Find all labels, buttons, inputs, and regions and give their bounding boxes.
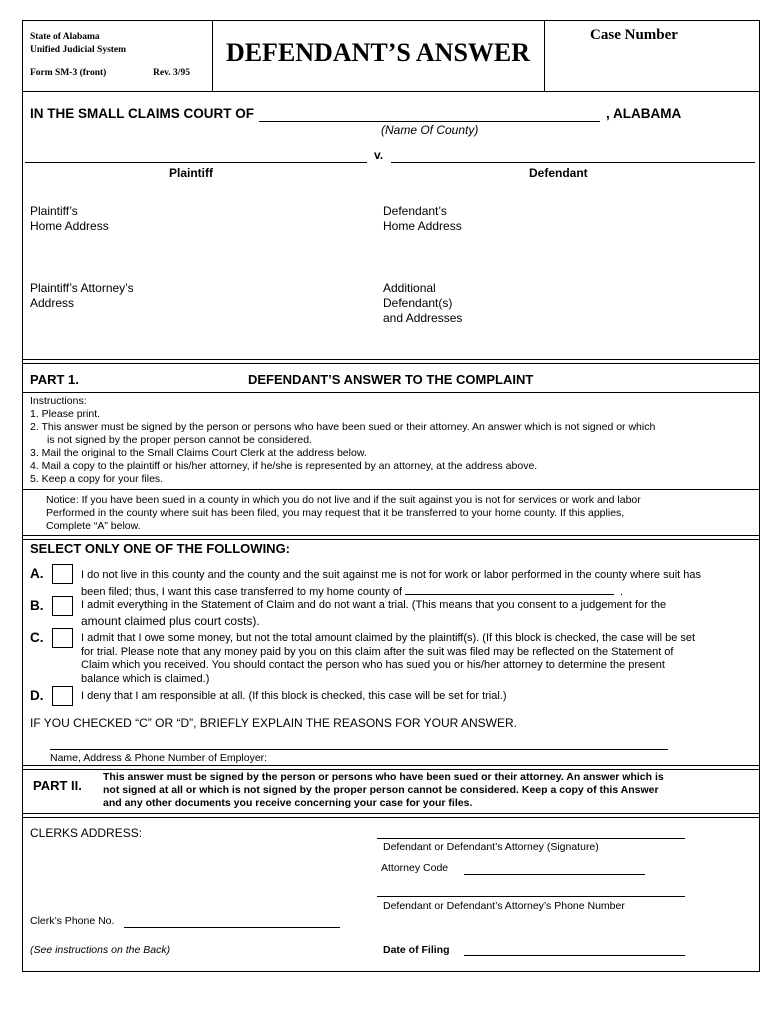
versus-label: v. [374,148,384,162]
part2-label: PART II. [33,778,82,793]
part1-title-rule [22,392,759,393]
state-name: State of Alabama [30,32,100,42]
defendant-name-field[interactable] [391,162,755,163]
notice: Notice: If you have been sued in a county in which you do not live and if the suit against you is not for services or work and labor Performed in the county where suit has been filed, you may request that it be transferred to your home county. If this applies, Complete “A” below. [46,494,641,532]
form-revision: Rev. 3/95 [153,68,190,78]
county-hint: (Name Of County) [381,123,479,137]
county-field[interactable] [259,121,600,122]
date-of-filing-label: Date of Filing [383,944,450,956]
clerk-phone-field[interactable] [124,927,340,928]
see-instructions: (See instructions on the Back) [30,944,171,956]
court-suffix: , ALABAMA [606,106,682,121]
option-b-checkbox[interactable] [52,596,73,616]
option-a-checkbox[interactable] [52,564,73,584]
defendant-address-label: Defendant’s Home Address [383,204,462,233]
instructions-label: Instructions: [30,395,87,407]
header-bottom-rule [22,91,759,92]
plaintiff-address-label: Plaintiff’s Home Address [30,204,109,233]
explain-instruction: IF YOU CHECKED “C” OR “D”, BRIEFLY EXPLAIN THE REASONS FOR YOUR ANSWER. [30,716,517,730]
signature-label: Defendant or Defendant’s Attorney (Signature) [383,841,599,853]
instruction-item: 5. Keep a copy for your files. [30,473,164,485]
plaintiff-attorney-label: Plaintiff’s Attorney’s Address [30,281,134,310]
option-d-text: I deny that I am responsible at all. (If this block is checked, this case will be set for trial.) [81,690,507,702]
signature-field[interactable] [377,838,685,839]
plaintiff-name-field[interactable] [25,162,367,163]
additional-defendants-label: Additional Defendant(s) and Addresses [383,281,463,325]
clerks-address-label: CLERKS ADDRESS: [30,826,143,840]
attorney-code-label: Attorney Code [381,862,449,874]
part2-top-rule [22,765,759,770]
part1-title: DEFENDANT’S ANSWER TO THE COMPLAINT [248,372,534,387]
date-of-filing-field[interactable] [464,955,685,956]
instructions-rule [22,489,759,490]
option-b-text: I admit everything in the Statement of Claim and do not want a trial. (This means that you consent to a judgement for the amount claimed plus court costs). [81,599,667,628]
part2-text: This answer must be signed by the person or persons who have been sued or their attorney. An answer which is not signed at all or which is not signed by the proper person cannot be considered. Keep a copy of this Answer and any other documents you receive concerning your case for your files. [103,771,664,809]
form-number: Form SM-3 (front) [30,68,107,78]
attorney-code-field[interactable] [464,874,645,875]
explain-field[interactable] [50,749,668,750]
part1-top-rule [22,359,759,364]
instruction-item: 4. Mail a copy to the plaintiff or his/her attorney, if he/she is represented by an attorney, at the address above. [30,460,538,472]
part2-bottom-rule [22,813,759,818]
option-a-letter: A. [30,566,44,581]
part1-label: PART 1. [30,372,79,387]
form-title: DEFENDANT’S ANSWER [225,38,531,67]
phone-label: Defendant or Defendant’s Attorney’s Phone Number [383,900,625,912]
court-prefix: IN THE SMALL CLAIMS COURT OF [30,106,254,121]
option-d-letter: D. [30,688,44,703]
plaintiff-label: Plaintiff [169,166,213,180]
clerk-phone-label: Clerk’s Phone No. [30,915,115,927]
select-heading: SELECT ONLY ONE OF THE FOLLOWING: [30,541,291,556]
instruction-item: is not signed by the proper person cannot be considered. [47,434,313,446]
instructions [30,395,655,486]
option-c-letter: C. [30,630,44,645]
instruction-item: 2. This answer must be signed by the person or persons who have been sued or their attorney. An answer which is not signed or which [30,421,656,433]
phone-field[interactable] [377,896,685,897]
judicial-system: Unified Judicial System [30,45,127,55]
option-b-letter: B. [30,598,44,613]
defendant-label: Defendant [529,166,588,180]
home-county-field[interactable] [405,583,614,595]
case-number-field[interactable] [552,50,748,86]
instruction-item: 3. Mail the original to the Small Claims Court Clerk at the address below. [30,447,367,459]
notice-rule [22,535,759,540]
option-d-checkbox[interactable] [52,686,73,706]
instruction-item: 1. Please print. [30,408,101,420]
option-c-text: I admit that I owe some money, but not the total amount claimed by the plaintiff(s). (If this block is checked, the case will be set for trial. Please note that any money paid by you on this claim after the suit was filed may be reflected on the Statement of Claim which you received. You should contact the person who has sued you or his/her attorney to determine the present balance which is claimed.) [81,632,696,685]
case-number-label: Case Number [590,27,678,43]
option-a-text: I do not live in this county and the county and the suit against me is not for work or labor performed in the county where suit has been filed; thus, I want this case transferred to my home county of . [81,569,702,598]
employer-label: Name, Address & Phone Number of Employer: [50,752,268,764]
option-c-checkbox[interactable] [52,628,73,648]
